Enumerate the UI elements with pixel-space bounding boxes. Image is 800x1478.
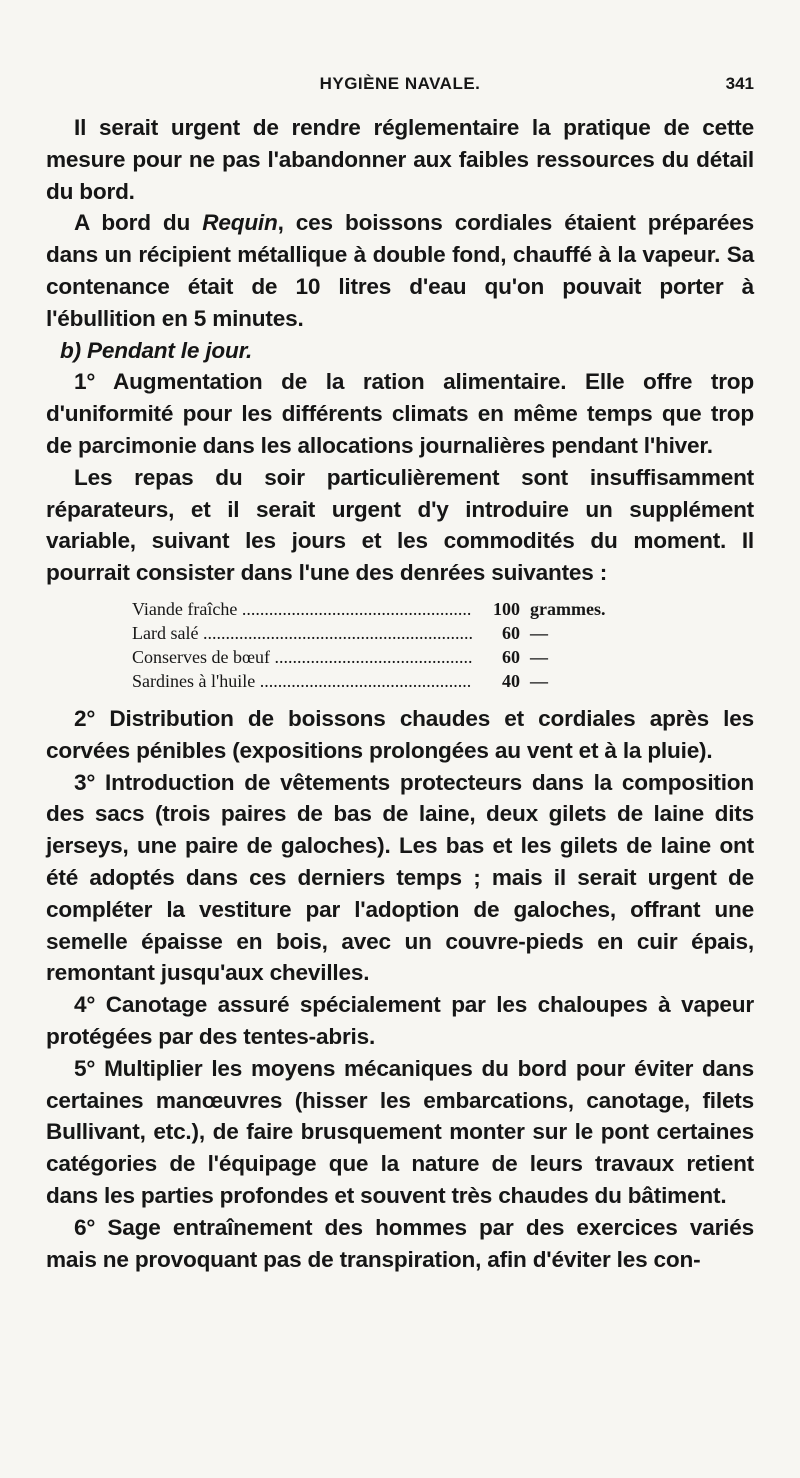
food-supplement-list [132,597,672,693]
food-name: Conserves de bœuf ..... [132,645,472,669]
paragraph-2 [46,207,754,334]
page-number: 341 [725,74,754,93]
paragraph-9: 6° Sage entraînement des hommes par des exercices variés mais ne provoquant pas de transpiration, afin d'éviter les con- [46,1214,754,1272]
section-heading: b) Pendant le jour. [60,337,253,363]
paragraph-8: 5° Multiplier les moyens mécaniques du bord pour éviter dans certaines manœuvres (hisser les embarcations, canotage, filets Bullivant, etc.), de faire brusquement monter sur le pont certaines catégories de l'équipage que la nature de leurs travaux retient dans les parties profondes et souvent très chaudes du bâtiment. [46,1055,754,1208]
food-quantity: 60 [502,646,520,667]
paragraph-7: 4° Canotage assuré spécialement par les chaloupes à vapeur protégées par des tentes-abris. [46,992,754,1049]
paragraph-1: Il serait urgent de rendre réglementaire la pratique de cette mesure pour ne pas l'abandonner aux faibles ressources du détail du bord. [46,115,754,204]
list-item [132,669,672,693]
list-item [132,597,672,621]
food-unit: grammes. [530,598,606,619]
food-quantity: 100 [493,598,520,619]
food-quantity: 60 [502,622,520,643]
food-name: Sardines à l'huile ..... [132,669,472,693]
food-name: Lard salé ..... [132,621,472,645]
list-item [132,621,672,645]
food-unit: — [530,670,548,691]
paragraph-3: 1° Augmentation de la ration alimentaire. Elle offre trop d'uniformité pour les différents climats en même temps que trop de parcimonie dans les allocations journalières pendant l'hiver. [46,369,754,458]
running-header [46,74,754,104]
paragraph-4: Les repas du soir particulièrement sont insuffisamment réparateurs, et il serait urgent d'y introduire un supplément variable, suivant les jours et les commodités du moment. Il pourrait consister dans l'une des denrées suivantes : [46,464,754,586]
food-unit: — [530,622,548,643]
food-quantity: 40 [502,670,520,691]
page-body [46,112,754,1275]
running-title: HYGIÈNE NAVALE. [319,74,481,93]
ship-name: Requin [202,210,278,236]
list-item [132,645,672,669]
food-name: Viande fraîche ..... [132,597,472,621]
food-unit: — [530,646,548,667]
paragraph-6: 3° Introduction de vêtements protecteurs dans la composition des sacs (trois paires de bas de laine, deux gilets de laine dits jerseys, une paire de galoches). Les bas et les gilets de laine ont été adoptés dans ces derniers temps ; mais il serait urgent de compléter la vestiture par l'adoption de galoches, offrant une semelle épaisse en bois, avec un couvre-pieds en cuir épais, remontant jusqu'aux chevilles. [46,769,754,986]
paragraph-2-rest: , ces boissons cordiales étaient préparées dans un récipient métallique à double fond, chauffé à la vapeur. Sa contenance était de 10 litres d'eau qu'on pouvait porter à l'ébullition en 5 minutes. [46,210,754,331]
paragraph-5: 2° Distribution de boissons chaudes et cordiales après les corvées pénibles (expositions prolongées au vent et à la pluie). [46,705,754,763]
paragraph-2-start: A bord du [74,210,203,236]
